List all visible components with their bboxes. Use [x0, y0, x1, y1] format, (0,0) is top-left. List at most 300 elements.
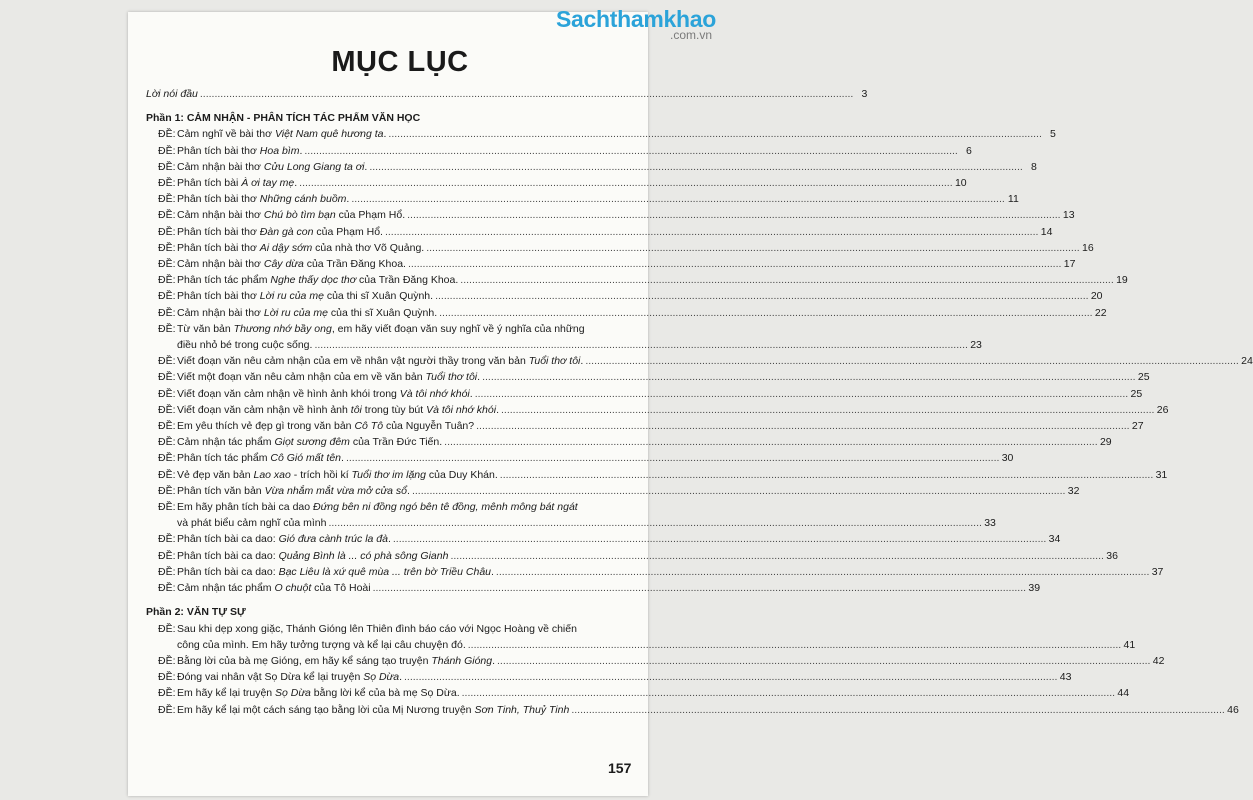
toc-entry-body [177, 191, 1019, 207]
toc-entry-label: ĐỀ: [158, 484, 176, 497]
toc-entry-body [177, 256, 1075, 272]
toc-entry-text: của Trần Đăng Khoa. [303, 258, 406, 271]
toc-entry-page: 5 [1050, 128, 1056, 141]
leader-dots [476, 418, 1129, 434]
toc-entry [146, 305, 1107, 321]
leader-dots [346, 450, 999, 466]
toc-entry-text: của Tô Hoài [311, 582, 371, 595]
toc-entry-text: . [294, 177, 298, 190]
leader-dots [373, 580, 1026, 596]
toc-entry-work-title: Việt Nam quê hương ta [274, 128, 384, 141]
toc-entry-row [177, 207, 1075, 223]
toc-entry-label: ĐỀ: [158, 160, 176, 173]
toc-entry-work-title: Tuổi thơ tôi [528, 355, 581, 368]
toc-entry-text: Phân tích văn bản [177, 484, 265, 497]
toc-entry-text: . [580, 355, 584, 368]
toc-intro [146, 86, 868, 102]
toc-entry-page: 8 [1030, 160, 1037, 173]
toc-entry-text: Phân tích bài ca dao: [177, 533, 279, 546]
toc-entry-work-title: Hoa bìm [259, 144, 300, 157]
toc-entry-line [177, 483, 410, 499]
toc-entry-body [177, 564, 1163, 580]
toc-entry [146, 240, 1094, 256]
toc-entry [146, 653, 1165, 669]
leader-dots [407, 207, 1060, 223]
toc-entry-row [177, 143, 972, 159]
toc-entry-line [177, 402, 499, 418]
toc-entry-text: , em hãy viết đoạn văn suy nghĩ về ý nghĩa của những [331, 322, 585, 335]
toc-entry-line [177, 305, 437, 321]
toc-entry-text: Phân tích bài [177, 177, 242, 190]
toc-entry-row [177, 434, 1112, 450]
toc-entry-text: Phân tích bài thơ [177, 144, 260, 157]
toc-entry-text: điều nhỏ bé trong cuộc sống. [177, 339, 313, 352]
toc-entry-line [177, 548, 448, 564]
toc-entry-row [177, 175, 967, 191]
toc-entry-line [177, 450, 344, 466]
toc-entry-work-title: Chú bò tìm bạn [263, 209, 336, 222]
toc-entry-body [177, 369, 1150, 385]
toc-entry-work-title: Tuổi thơ im lặng [351, 468, 426, 481]
toc-entry-body [177, 207, 1075, 223]
toc-entry-text: bằng lời kể của bà mẹ Sọ Dừa. [310, 687, 460, 700]
toc-entry-label: ĐỀ: [158, 501, 176, 514]
toc-entry-label: ĐỀ: [158, 355, 176, 368]
toc-entry-text: Cảm nhận bài thơ [177, 209, 264, 222]
toc-entry-label: ĐỀ: [158, 306, 176, 319]
toc-entry-text: . [496, 403, 499, 416]
toc-entry [146, 499, 996, 531]
toc-entry-body [177, 305, 1107, 321]
page-number: 157 [608, 760, 632, 776]
toc-entry-label: ĐỀ: [158, 209, 176, 222]
site-logo [556, 8, 716, 41]
leader-dots [571, 702, 1224, 718]
toc-entry-work-title: Nghe thấy dọc thơ [270, 274, 357, 287]
toc-entry-work-title: Ai dậy sớm [259, 241, 313, 254]
toc-entry [146, 621, 1136, 653]
leader-dots [385, 224, 1038, 240]
toc-entry-text: Cảm nhận bài thơ [177, 258, 264, 271]
toc-entry-page: 27 [1131, 420, 1144, 433]
toc-entry [146, 143, 972, 159]
toc-entry [146, 224, 1053, 240]
leader-dots [585, 353, 1238, 369]
toc-entry-text: của thi sĩ Xuân Quỳnh. [327, 306, 438, 319]
toc-entry [146, 467, 1168, 483]
leader-dots [299, 175, 952, 191]
toc-entry-body [177, 224, 1052, 240]
toc-entry-page: 10 [954, 177, 967, 190]
toc-entry-body [177, 386, 1142, 402]
toc-entry-line [177, 126, 386, 142]
toc-entry-row [177, 386, 1142, 402]
toc-entry-page: 20 [1090, 290, 1103, 303]
toc-entry-text: . [399, 671, 402, 684]
toc-entry-text: . [346, 193, 350, 206]
toc-entry-label: ĐỀ: [158, 322, 176, 335]
toc-entry-line [177, 143, 302, 159]
leader-dots [501, 402, 1154, 418]
toc-entry-text: Bằng lời của bà mẹ Gióng, em hãy kể sáng tạo truyện [177, 654, 432, 667]
toc-entry-line [177, 564, 494, 580]
toc-entry-line [177, 288, 433, 304]
leader-dots [393, 531, 1046, 547]
toc-entry-text: của Duy Khán. [425, 468, 498, 481]
toc-entry-row [177, 637, 1135, 653]
toc-entry-body [177, 499, 996, 531]
toc-entry-work-title: Thánh Gióng [431, 654, 493, 667]
toc-entry-row [177, 240, 1094, 256]
toc-entry-page: 11 [1007, 193, 1019, 206]
toc-entry-text: của Phạm Hổ. [313, 225, 383, 238]
toc-entry-row [177, 288, 1103, 304]
toc-entry-work-title: Lời ru của mẹ [263, 306, 328, 319]
toc-entry-body [177, 353, 1253, 369]
toc-entry-label: ĐỀ: [158, 582, 176, 595]
toc-entry-label: ĐỀ: [158, 225, 176, 238]
toc-entry-body [177, 450, 1013, 466]
toc-entry-label: ĐỀ: [158, 533, 176, 546]
toc-entry [146, 272, 1128, 288]
toc-intro-title: Lời nói đầu [146, 88, 198, 100]
leader-dots [439, 305, 1092, 321]
toc-entry-text: . [491, 565, 494, 578]
toc-entry-text: của Phạm Hổ. [335, 209, 406, 222]
toc-entry [146, 702, 1239, 718]
toc-entry-text: - trích hồi kí [290, 468, 352, 481]
toc-entry [146, 402, 1169, 418]
toc-entry-text: Phân tích bài ca dao: [177, 549, 279, 562]
toc-entry-text: . [469, 387, 473, 400]
toc-entry-page: 25 [1130, 387, 1143, 400]
toc-entry-row [177, 685, 1129, 701]
toc-entry-row [177, 450, 1013, 466]
toc-entry-work-title: Tuổi thơ tôi [425, 371, 478, 384]
toc-entry-body [177, 272, 1128, 288]
toc-entry-line [177, 159, 367, 175]
toc-entry-row [177, 272, 1128, 288]
toc-entry-text: Phân tích tác phẩm [177, 274, 271, 287]
toc-entry-body [177, 580, 1040, 596]
toc-entry-work-title: tôi [350, 403, 362, 416]
toc-entry-label: ĐỀ: [158, 565, 176, 578]
toc-entry-row [177, 564, 1163, 580]
toc-entry-label: ĐỀ: [158, 622, 176, 635]
toc-entry-label: ĐỀ: [158, 241, 176, 254]
toc-entry-text: của nhà thơ Võ Quảng. [312, 241, 425, 254]
toc-entry-label: ĐỀ: [158, 258, 176, 271]
toc-entry-text: Đóng vai nhân vật Sọ Dừa kể lại truyện [177, 671, 364, 684]
toc-entry-line [177, 191, 349, 207]
toc-entry-text: Cảm nhận tác phẩm [177, 436, 275, 449]
leader-dots [497, 653, 1150, 669]
toc-entry [146, 685, 1130, 701]
toc-entry-row [177, 353, 1253, 369]
toc-entry-page: 25 [1137, 371, 1150, 384]
toc-entry-work-title: Lời ru của mẹ [259, 290, 324, 303]
toc-entry-line [177, 499, 996, 515]
toc-entry-body [177, 685, 1129, 701]
toc-entry-body [177, 483, 1079, 499]
toc-entry-work-title: Thương nhớ bầy ong [233, 322, 332, 335]
toc-entry-body [177, 548, 1118, 564]
toc-entry-page: 43 [1059, 671, 1072, 684]
toc-entry-text: . [387, 533, 391, 546]
toc-entry-body [177, 159, 1037, 175]
toc-entry-page: 44 [1117, 687, 1130, 700]
toc-entry-line [177, 240, 424, 256]
toc-entry-work-title: Đàn gà con [259, 225, 314, 238]
toc-entry-line [177, 272, 458, 288]
toc-entry-text: Phân tích bài thơ [177, 193, 260, 206]
toc-entry [146, 207, 1075, 223]
toc-entry-row [177, 515, 996, 531]
toc-entry-text: . [383, 128, 387, 141]
toc-entry [146, 353, 1253, 369]
toc-entry-work-title: Và tôi nhớ khói [426, 403, 497, 416]
toc-entry-text: Em yêu thích vẻ đẹp gì trong văn bản [177, 420, 355, 433]
toc-entry-page: 19 [1116, 274, 1128, 287]
toc-entry-row [177, 483, 1079, 499]
toc-entry-page: 37 [1151, 565, 1164, 578]
leader-dots [412, 483, 1065, 499]
toc-entry [146, 669, 1072, 685]
leader-dots [314, 337, 967, 353]
toc-entry-body [177, 418, 1144, 434]
toc-entry-text: Viết đoạn văn cảm nhận về hình ảnh khói trong [177, 387, 400, 400]
toc-entry-text: Phân tích bài ca dao: [177, 565, 279, 578]
leader-dots [462, 685, 1115, 701]
toc-entry [146, 450, 1014, 466]
toc-entry [146, 564, 1164, 580]
toc-entry-line [177, 669, 402, 685]
toc-entry-body [177, 467, 1167, 483]
toc-entry-row [177, 126, 1056, 142]
toc-entry-row [177, 548, 1118, 564]
logo-sub: .com.vn [670, 28, 713, 42]
toc-entry-line [177, 224, 383, 240]
toc-entry-page: 39 [1028, 582, 1041, 595]
leader-dots [426, 240, 1079, 256]
toc-entry-body [177, 402, 1168, 418]
toc-entry-text: trong tùy bút [361, 403, 427, 416]
toc-entry-work-title: Sơn Tinh, Thuỷ Tinh [474, 703, 570, 716]
toc-entry-text: Viết đoạn văn nêu cảm nhận của em về nhân vật người thầy trong văn bản [177, 355, 529, 368]
leader-dots [200, 86, 853, 102]
toc-entry [146, 321, 982, 353]
toc-entry-work-title: Giọt sương đêm [274, 436, 350, 449]
toc-entry-text: của Trần Đăng Khoa. [356, 274, 459, 287]
toc-entry-page: 16 [1081, 241, 1094, 254]
toc-entry-work-title: Cô Tô [354, 420, 384, 433]
toc-entry-line [177, 256, 406, 272]
toc-entry-row [177, 224, 1052, 240]
leader-dots [369, 159, 1022, 175]
toc-entry-page: 31 [1155, 468, 1168, 481]
toc-entry-body [177, 240, 1094, 256]
toc-entry-label: ĐỀ: [158, 703, 176, 716]
toc-entry-text: Cảm nghĩ về bài thơ [177, 128, 275, 141]
toc-entry [146, 580, 1041, 596]
leader-dots [500, 467, 1153, 483]
toc-entry-body [177, 621, 1135, 653]
page-title: MỤC LỤC [331, 46, 469, 78]
toc-entry-page: 13 [1062, 209, 1075, 222]
toc-entry-row [177, 669, 1071, 685]
toc-entry-work-title: Những cánh buồm [259, 193, 347, 206]
toc-entry-line [177, 653, 495, 669]
toc-entry-line [177, 685, 460, 701]
toc-entry-row [177, 337, 982, 353]
toc-entry-text: của Trần Đức Tiến. [349, 436, 443, 449]
toc-entry-label: ĐỀ: [158, 420, 176, 433]
leader-dots [460, 272, 1113, 288]
toc-entry-text: Viết đoạn văn cảm nhận về hình ảnh [177, 403, 351, 416]
toc-entry-page: 46 [1227, 703, 1239, 716]
toc-entry-row [177, 418, 1144, 434]
toc-entry-row [177, 369, 1150, 385]
toc-entry-text: Phân tích bài thơ [177, 290, 260, 303]
toc-entry-row [177, 402, 1168, 418]
leader-dots [388, 126, 1041, 142]
toc-entry-line [177, 207, 405, 223]
toc-entry-work-title: Bạc Liêu là xứ quê mùa ... trên bờ Triều Châu [278, 565, 491, 578]
toc-entry-work-title: Quảng Bình là ... có phà sông Gianh [278, 549, 449, 562]
toc-entry [146, 159, 1037, 175]
toc-entry-label: ĐỀ: [158, 144, 176, 157]
toc-entry-line [177, 418, 474, 434]
toc-entry-label: ĐỀ: [158, 654, 176, 667]
leader-dots [496, 564, 1149, 580]
toc-entry [146, 531, 1061, 547]
logo-main: Sachthamkhao [556, 6, 717, 32]
toc-entry-text: Em hãy kể lại truyện [177, 687, 276, 700]
toc-entry-label: ĐỀ: [158, 436, 176, 449]
toc-entry [146, 175, 967, 191]
toc-entry-body [177, 702, 1239, 718]
toc-entry-text: . [492, 654, 496, 667]
toc-entry-row [177, 653, 1164, 669]
toc-entry-text: Phân tích bài thơ [177, 225, 260, 238]
toc-entry-work-title: Gió đưa cành trúc la đà [278, 533, 388, 546]
toc-entry-work-title: Sọ Dừa [275, 687, 311, 700]
toc-entry-text: của thi sĩ Xuân Quỳnh. [323, 290, 434, 303]
toc-entry-text: công của mình. Em hãy tưởng tượng và kể lại câu chuyện đó. [177, 638, 466, 651]
toc-entry [146, 434, 1112, 450]
toc-entry-line [177, 369, 480, 385]
leader-dots [351, 191, 1004, 207]
toc-entry-row [177, 531, 1060, 547]
toc-entry-label: ĐỀ: [158, 290, 176, 303]
toc-entry-text: . [477, 371, 481, 384]
toc-entry-text: Sau khi dẹp xong giặc, Thánh Gióng lên Thiên đình báo cáo với Ngọc Hoàng về chiến [177, 622, 577, 635]
toc-entry-page: 33 [984, 517, 996, 530]
toc-entry-line [177, 467, 498, 483]
toc-entry-row [177, 191, 1019, 207]
toc-entry-work-title: Lao xao [253, 468, 291, 481]
toc-entry-page: 22 [1094, 306, 1107, 319]
toc-intro-page: 3 [861, 88, 868, 100]
toc-entry-page: 17 [1063, 258, 1076, 271]
toc-part-title: Phần 1: CẢM NHẬN - PHÂN TÍCH TÁC PHẨM VĂN HỌC [146, 112, 421, 125]
toc-entry-page: 32 [1067, 484, 1080, 497]
toc-entry-page: 6 [966, 144, 972, 157]
toc-entry [146, 126, 1056, 142]
toc-entry-body [177, 126, 1056, 142]
toc-entry-label: ĐỀ: [158, 128, 176, 141]
toc-entry [146, 369, 1150, 385]
toc-entry-work-title: Cô Gió mất tên [270, 452, 342, 465]
toc-entry-text: Từ văn bản [177, 322, 234, 335]
toc-entry-label: ĐỀ: [158, 403, 176, 416]
toc-entry-body [177, 531, 1060, 547]
toc-entry-label: ĐỀ: [158, 177, 176, 190]
toc-entry-page: 42 [1152, 654, 1165, 667]
toc-entry-body [177, 143, 972, 159]
leader-dots [482, 369, 1135, 385]
toc-entry-work-title: Đứng bên ni đồng ngó bên tê đồng, mênh mông bát ngát [313, 501, 578, 514]
toc-entry-text: . [407, 484, 410, 497]
toc-entry-work-title: Và tôi nhớ khói [399, 387, 470, 400]
toc-entry-page: 14 [1040, 225, 1053, 238]
toc-entry-text: của Nguyễn Tuân? [383, 420, 475, 433]
toc-entry-page: 23 [970, 339, 982, 352]
toc-entry-row [177, 256, 1075, 272]
toc-entry-label: ĐỀ: [158, 452, 176, 465]
toc-entry-line [177, 702, 569, 718]
toc-entry-text: và phát biểu cảm nghĩ của mình [177, 517, 327, 530]
toc-entry [146, 288, 1103, 304]
toc-entry-text: . [299, 144, 303, 157]
toc-entry-body [177, 175, 967, 191]
toc-entry-row [177, 305, 1107, 321]
leader-dots [304, 143, 957, 159]
leader-dots [435, 288, 1088, 304]
toc-entry-label: ĐỀ: [158, 387, 176, 400]
toc-entry-body [177, 434, 1112, 450]
toc-entry [146, 483, 1080, 499]
toc-entry-page: 30 [1001, 452, 1014, 465]
toc-entry-line [177, 434, 442, 450]
toc-entry-line [177, 321, 982, 337]
toc-entry [146, 418, 1144, 434]
toc-entry-text: . [341, 452, 344, 465]
leader-dots [408, 256, 1061, 272]
leader-dots [444, 434, 1097, 450]
toc-entry-line [177, 531, 391, 547]
toc-entry-page: 26 [1156, 403, 1169, 416]
toc-entry-line [177, 621, 1135, 637]
toc-entry-row [177, 580, 1040, 596]
toc-entry-text: Em hãy kể lại một cách sáng tạo bằng lời của Mị Nương truyện [177, 703, 475, 716]
toc-entry-label: ĐỀ: [158, 671, 176, 684]
toc-entry-page: 29 [1099, 436, 1112, 449]
toc-entry-label: ĐỀ: [158, 549, 176, 562]
toc-entry-label: ĐỀ: [158, 371, 176, 384]
toc-entry-label: ĐỀ: [158, 468, 176, 481]
toc-entry-work-title: Sọ Dừa [363, 671, 400, 684]
toc-entry-work-title: Vừa nhắm mắt vừa mở cửa sổ [264, 484, 408, 497]
leader-dots [468, 637, 1121, 653]
leader-dots [404, 669, 1057, 685]
toc-entry-page: 24 [1241, 355, 1253, 368]
toc-entry-work-title: Cửu Long Giang ta ơi [263, 160, 365, 173]
toc-entry-text: Cảm nhận bài thơ [177, 160, 264, 173]
toc-entry-row [177, 467, 1167, 483]
toc-entry-label: ĐỀ: [158, 687, 176, 700]
toc-entry-body [177, 653, 1164, 669]
